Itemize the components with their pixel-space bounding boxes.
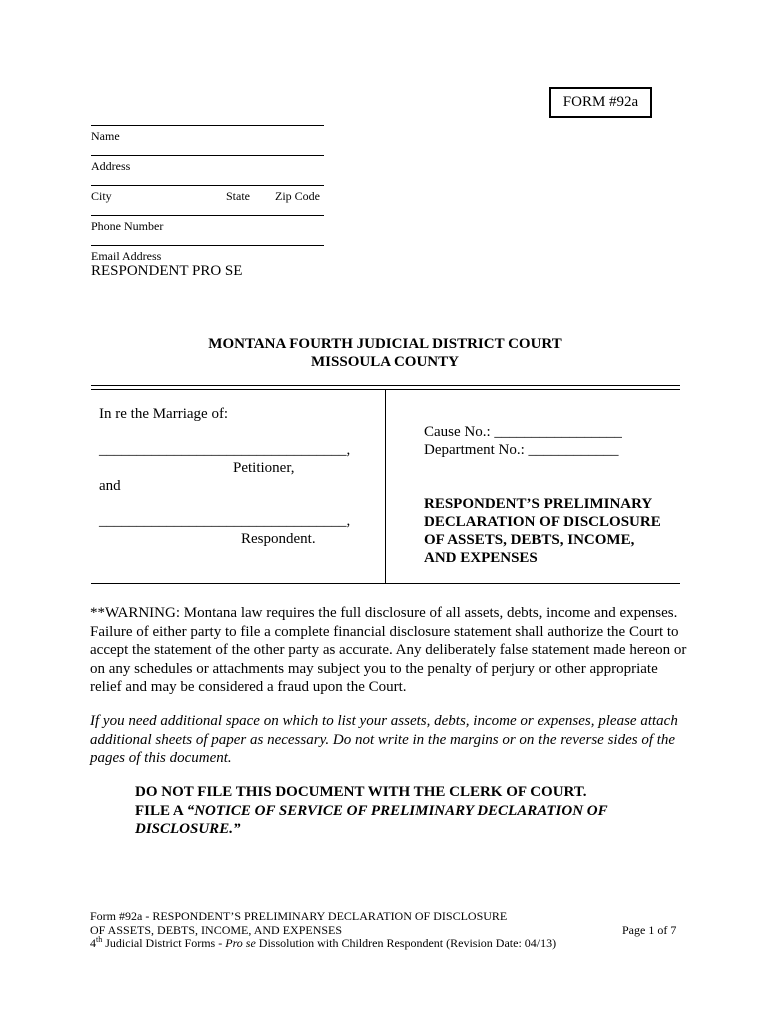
email-line[interactable]	[91, 245, 324, 246]
city-label: City	[91, 189, 112, 203]
footer-line3	[90, 937, 610, 951]
and-label: and	[99, 478, 121, 494]
footer-district-number: 4	[90, 936, 96, 950]
court-name: MONTANA FOURTH JUDICIAL DISTRICT COURT	[208, 336, 562, 352]
party-role: RESPONDENT PRO SE	[91, 263, 243, 279]
in-re-label: In re the Marriage of:	[99, 406, 229, 422]
footer-line2: OF ASSETS, DEBTS, INCOME, AND EXPENSES	[90, 922, 343, 937]
caption-divider	[385, 390, 386, 583]
document-title-line: DECLARATION OF DISCLOSURE	[424, 514, 661, 530]
name-line[interactable]	[91, 125, 324, 126]
state-label: State	[226, 189, 250, 203]
footer-pro-se: Pro se	[225, 936, 256, 950]
footer-text-b: Dissolution with Children Respondent (Revision Date: 04/13)	[255, 936, 557, 950]
warning-paragraph: **WARNING: Montana law requires the full disclosure of all assets, debts, income and expenses. Failure of either party to file a complete financial disclosure statement shall authorize the Court to accept the statement of the other party as accurate. Any deliberately false statement made hereon or on any schedules or attachments may subject you to the penalty of perjury or other appropriate relief and may be considered a fraud upon the Court.	[90, 605, 687, 695]
email-label: Email Address	[91, 249, 162, 263]
document-title-line: RESPONDENT’S PRELIMINARY	[424, 496, 653, 512]
footer-line1: Form #92a - RESPONDENT’S PRELIMINARY DECLARATION OF DISCLOSURE	[90, 909, 508, 923]
filing-notice-line1: DO NOT FILE THIS DOCUMENT WITH THE CLERK OF COURT.	[135, 784, 587, 800]
filing-notice-line2	[135, 802, 655, 839]
department-number-field[interactable]: Department No.: ____________	[424, 442, 619, 458]
cause-number-field[interactable]: Cause No.: _________________	[424, 424, 622, 440]
form-number: FORM #92a	[562, 94, 639, 110]
page-number: Page 1 of 7	[622, 923, 677, 937]
footer-district-suffix: th	[96, 935, 103, 944]
respondent-label: Respondent.	[241, 531, 316, 547]
document-title-line: AND EXPENSES	[424, 550, 538, 566]
phone-line[interactable]	[91, 215, 324, 216]
form-number-box	[549, 87, 652, 118]
filing-notice-title: “NOTICE OF SERVICE OF PRELIMINARY DECLARATION OF DISCLOSURE.”	[135, 802, 608, 837]
respondent-name-line[interactable]: _________________________________,	[99, 513, 351, 529]
page-footer	[90, 910, 610, 951]
document-title-line: OF ASSETS, DEBTS, INCOME,	[424, 532, 635, 548]
petitioner-name-line[interactable]: _________________________________,	[99, 442, 351, 458]
footer-text-a: Judicial District Forms -	[102, 936, 226, 950]
name-label: Name	[91, 129, 120, 143]
caption-bottom-rule	[91, 583, 680, 584]
additional-space-paragraph: If you need additional space on which to list your assets, debts, income or expenses, please attach additional sheets of paper as necessary. Do not write in the margins or on the reverse sides of the pages of this document.	[90, 713, 678, 766]
zip-label: Zip Code	[275, 189, 320, 203]
address-label: Address	[91, 159, 131, 173]
city-state-zip-line[interactable]	[91, 185, 324, 186]
caption-top-rule	[91, 385, 680, 386]
filing-notice-prefix: FILE A	[135, 802, 187, 819]
document-title	[424, 495, 661, 567]
address-line[interactable]	[91, 155, 324, 156]
filing-notice	[135, 783, 655, 839]
petitioner-label: Petitioner,	[233, 460, 295, 476]
court-county: MISSOULA COUNTY	[311, 354, 459, 370]
phone-label: Phone Number	[91, 219, 164, 233]
